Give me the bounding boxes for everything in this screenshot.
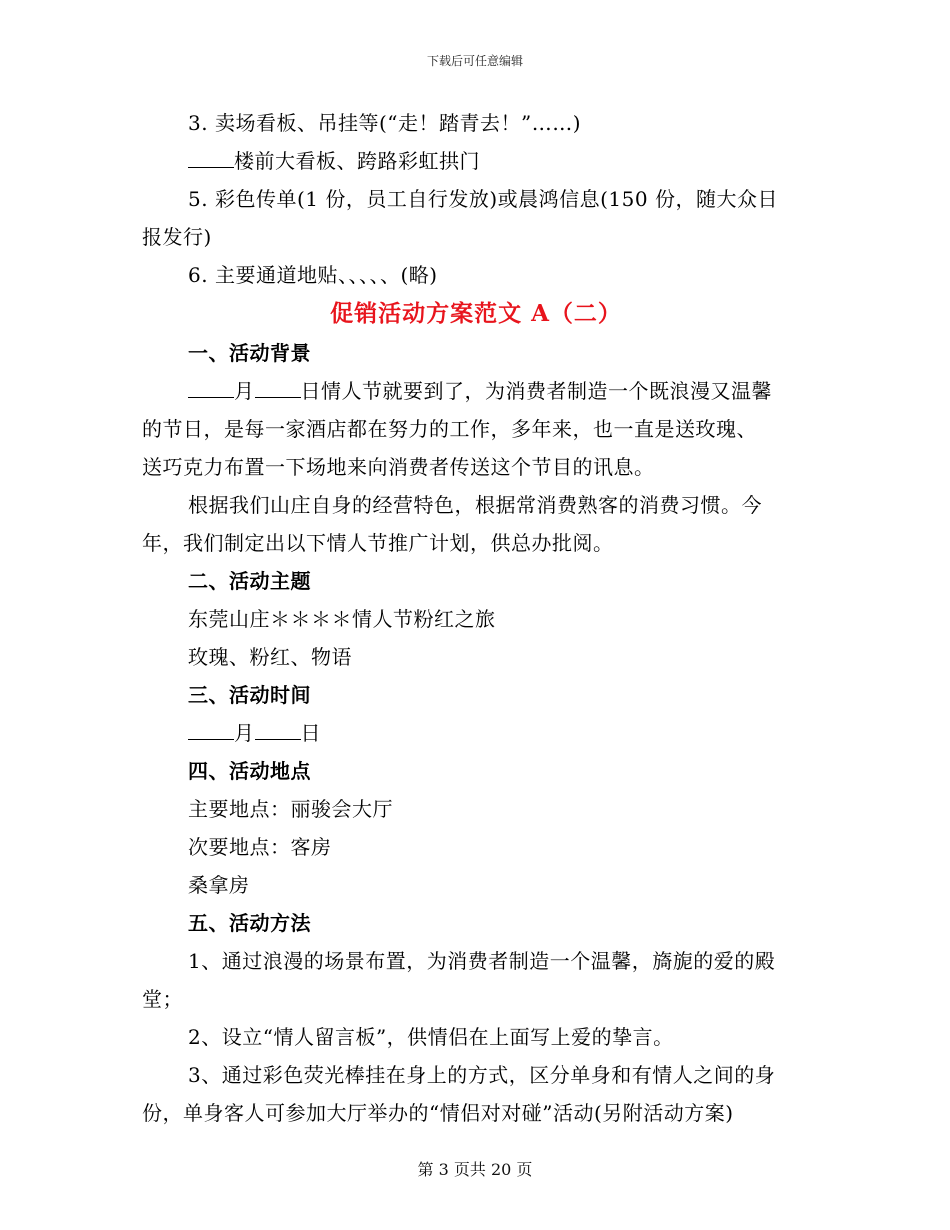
paragraph-background-2-line2: 年，我们制定出以下情人节推广计划，供总办批阅。 — [142, 531, 614, 555]
day-label: 日 — [300, 721, 321, 745]
paragraph-background-1 — [142, 372, 810, 410]
time-line — [142, 714, 810, 752]
method-item-1-line2: 堂； — [142, 987, 183, 1011]
location-line-2: 次要地点：客房 — [188, 835, 332, 859]
list-item-3: 3. 卖场看板、吊挂等(“走！踏青去！”……) — [188, 111, 581, 135]
page-footer: 第 3 页共 20 页 — [417, 1160, 533, 1179]
page-header: 下载后可任意编辑 — [426, 54, 523, 68]
theme-line-1: 东莞山庄＊＊＊＊情人节粉红之旅 — [188, 607, 496, 631]
method-item-1-line1: 1、通过浪漫的场景布置，为消费者制造一个温馨，旖旎的爱的殿 — [188, 949, 776, 973]
blank-underline — [255, 717, 301, 740]
heading-background: 一、活动背景 — [188, 341, 311, 365]
blank-underline — [188, 375, 234, 398]
location-line-3: 桑拿房 — [188, 873, 250, 897]
month-label: 月 — [234, 379, 255, 403]
blank-underline — [188, 717, 234, 740]
method-item-2: 2、设立“情人留言板”，供情侣在上面写上爱的挚言。 — [188, 1025, 674, 1049]
method-item-3-line1: 3、通过彩色荧光棒挂在身上的方式，区分单身和有情人之间的身 — [188, 1063, 776, 1087]
list-item-4-text: 楼前大看板、跨路彩虹拱门 — [234, 149, 480, 173]
blank-underline — [188, 145, 234, 168]
list-item-5-line1: 5. 彩色传单(1 份，员工自行发放)或晨鸿信息(150 份，随大众日 — [188, 187, 778, 211]
heading-time: 三、活动时间 — [188, 683, 311, 707]
paragraph-background-1-line2: 的节日，是每一家酒店都在努力的工作，多年来，也一直是送玫瑰、 — [142, 417, 757, 441]
paragraph-background-1-line3: 送巧克力布置一下场地来向消费者传送这个节目的讯息。 — [142, 455, 655, 479]
blank-underline — [255, 375, 301, 398]
section-title: 促销活动方案范文 A（二） — [330, 300, 622, 327]
theme-line-2: 玫瑰、粉红、物语 — [188, 645, 352, 669]
paragraph-text: 日情人节就要到了，为消费者制造一个既浪漫又温馨 — [300, 379, 772, 403]
list-item-5-line2: 报发行) — [142, 225, 212, 249]
location-line-1: 主要地点：丽骏会大厅 — [188, 797, 393, 821]
heading-theme: 二、活动主题 — [188, 569, 311, 593]
paragraph-background-2-line1: 根据我们山庄自身的经营特色，根据常消费熟客的消费习惯。今 — [188, 493, 762, 517]
heading-location: 四、活动地点 — [188, 759, 311, 783]
method-item-3-line2: 份，单身客人可参加大厅举办的“情侣对对碰”活动(另附活动方案) — [142, 1101, 734, 1125]
document-body — [142, 104, 810, 1132]
heading-method: 五、活动方法 — [188, 911, 311, 935]
list-item-6: 6. 主要通道地贴、、、、、(略) — [188, 263, 438, 287]
month-label: 月 — [234, 721, 255, 745]
list-item-4 — [142, 142, 810, 180]
